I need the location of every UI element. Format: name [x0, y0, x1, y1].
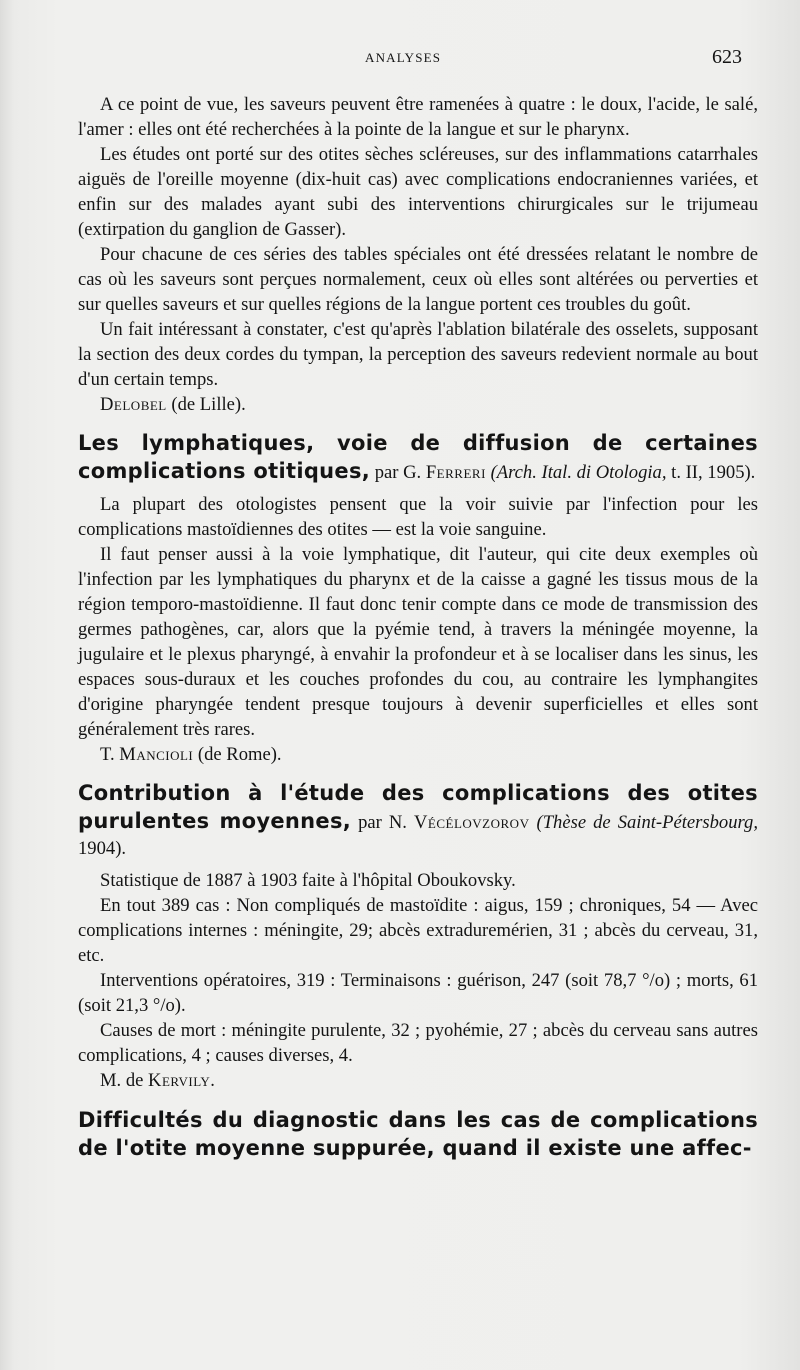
signature-initial: T. [100, 744, 115, 765]
article-heading [78, 780, 758, 862]
article-vecelovzorov [78, 780, 758, 1093]
paragraph: Un fait intéressant à constater, c'est qu'après l'ablation bilatérale des osselets, supposant la section des deux cordes du tympan, la perception des saveurs redevient normale au bout d'un certain temps. [78, 319, 758, 390]
signature [78, 392, 758, 417]
article-title: Difficultés du diagnostic dans les cas de complications de l'otite moyenne suppurée, quand il existe une affec- [78, 1108, 758, 1160]
paragraph: Il faut penser aussi à la voie lymphatique, dit l'auteur, qui cite deux exemples où l'infection par les lymphatiques du pharynx et de la caisse a gagné les tissus mous de la région temporo-mastoïdienne. Il faut donc tenir compte dans ce mode de transmission des germes pathogènes, car, alors que la pyémie tend, à travers la méningée moyenne, la jugulaire et le plexus pharyngé, à envahir la profondeur et à se localiser dans les sinus, les espaces sous-duraux et les couches profondes du cou, au contraire les lymphangites d'origine pharyngée tendent presque toujours à devenir superficielles et elles sont généralement très rares. [78, 544, 758, 740]
paragraph: La plupart des otologistes pensent que la voir suivie par l'infection pour les complications mastoïdiennes des otites — est la voie sanguine. [78, 494, 758, 540]
paragraph: Causes de mort : méningite purulente, 32 ; pyohémie, 27 ; abcès du cerveau sans autres complications, 4 ; causes diverses, 4. [78, 1020, 758, 1066]
page-body [78, 92, 758, 1169]
signature [78, 742, 758, 767]
article-source: (Arch. Ital. di Otologia, [490, 462, 667, 483]
article-heading [78, 430, 758, 486]
paragraph: Interventions opératoires, 319 : Terminaisons : guérison, 247 (soit 78,7 °/o) ; morts, 61 (soit 21,3 °/o). [78, 970, 758, 1016]
article-author: Ferreri [425, 462, 486, 483]
article-source: (Thèse de Saint-Pétersbourg, [536, 812, 759, 833]
page-number: 623 [712, 46, 742, 68]
article-volume: t. II, 1905). [671, 462, 756, 483]
article-heading [78, 1107, 758, 1163]
signature-prefix: M. de [100, 1070, 144, 1091]
signature-place: (de Rome). [197, 744, 282, 765]
running-title: ANALYSES [365, 50, 442, 65]
article-by: par G. [374, 462, 422, 483]
signature-place: (de Lille). [171, 394, 246, 415]
article-author: Vécélovzorov [413, 812, 530, 833]
signature-name: Mancioli [119, 744, 194, 765]
article-delobel [78, 92, 758, 417]
signature [78, 1068, 758, 1093]
article-difficultes [78, 1107, 758, 1163]
page-header [0, 46, 800, 76]
paragraph: Statistique de 1887 à 1903 faite à l'hôpital Oboukovsky. [100, 870, 516, 891]
paragraph: A ce point de vue, les saveurs peuvent être ramenées à quatre : le doux, l'acide, le salé, l'amer : elles ont été recherchées à la pointe de la langue et sur le pharynx. [78, 94, 758, 140]
article-title: Contribution à l'étude des complications des otites purulentes moyennes, [78, 781, 758, 833]
paragraph: Les études ont porté sur des otites sèches scléreuses, sur des inflammations catarrhales aiguës de l'oreille moyenne (dix-huit cas) avec complications endocraniennes variées, et enfin sur des malades ayant subi des interventions chirurgicales sur le trijumeau (extirpation du ganglion de Gasser). [78, 144, 758, 240]
signature-name: Kervily. [148, 1070, 216, 1091]
article-by: par N. [358, 812, 407, 833]
paragraph: En tout 389 cas : Non compliqués de mastoïdite : aigus, 159 ; chroniques, 54 — Avec complications internes : méningite, 29; abcès extraduremérien, 31 ; abcès du cerveau, 31, etc. [78, 895, 758, 966]
article-year: 1904). [78, 838, 127, 859]
article-title: Les lymphatiques, voie de diffusion de certaines complications otitiques, [78, 431, 758, 483]
paragraph: Pour chacune de ces séries des tables spéciales ont été dressées relatant le nombre de cas où les saveurs sont perçues normalement, ceux où elles sont altérées ou perverties et sur quelles saveurs et sur quelles régions de la langue portent ces troubles du goût. [78, 244, 758, 315]
article-ferreri [78, 430, 758, 767]
signature-name: Delobel [100, 394, 167, 415]
